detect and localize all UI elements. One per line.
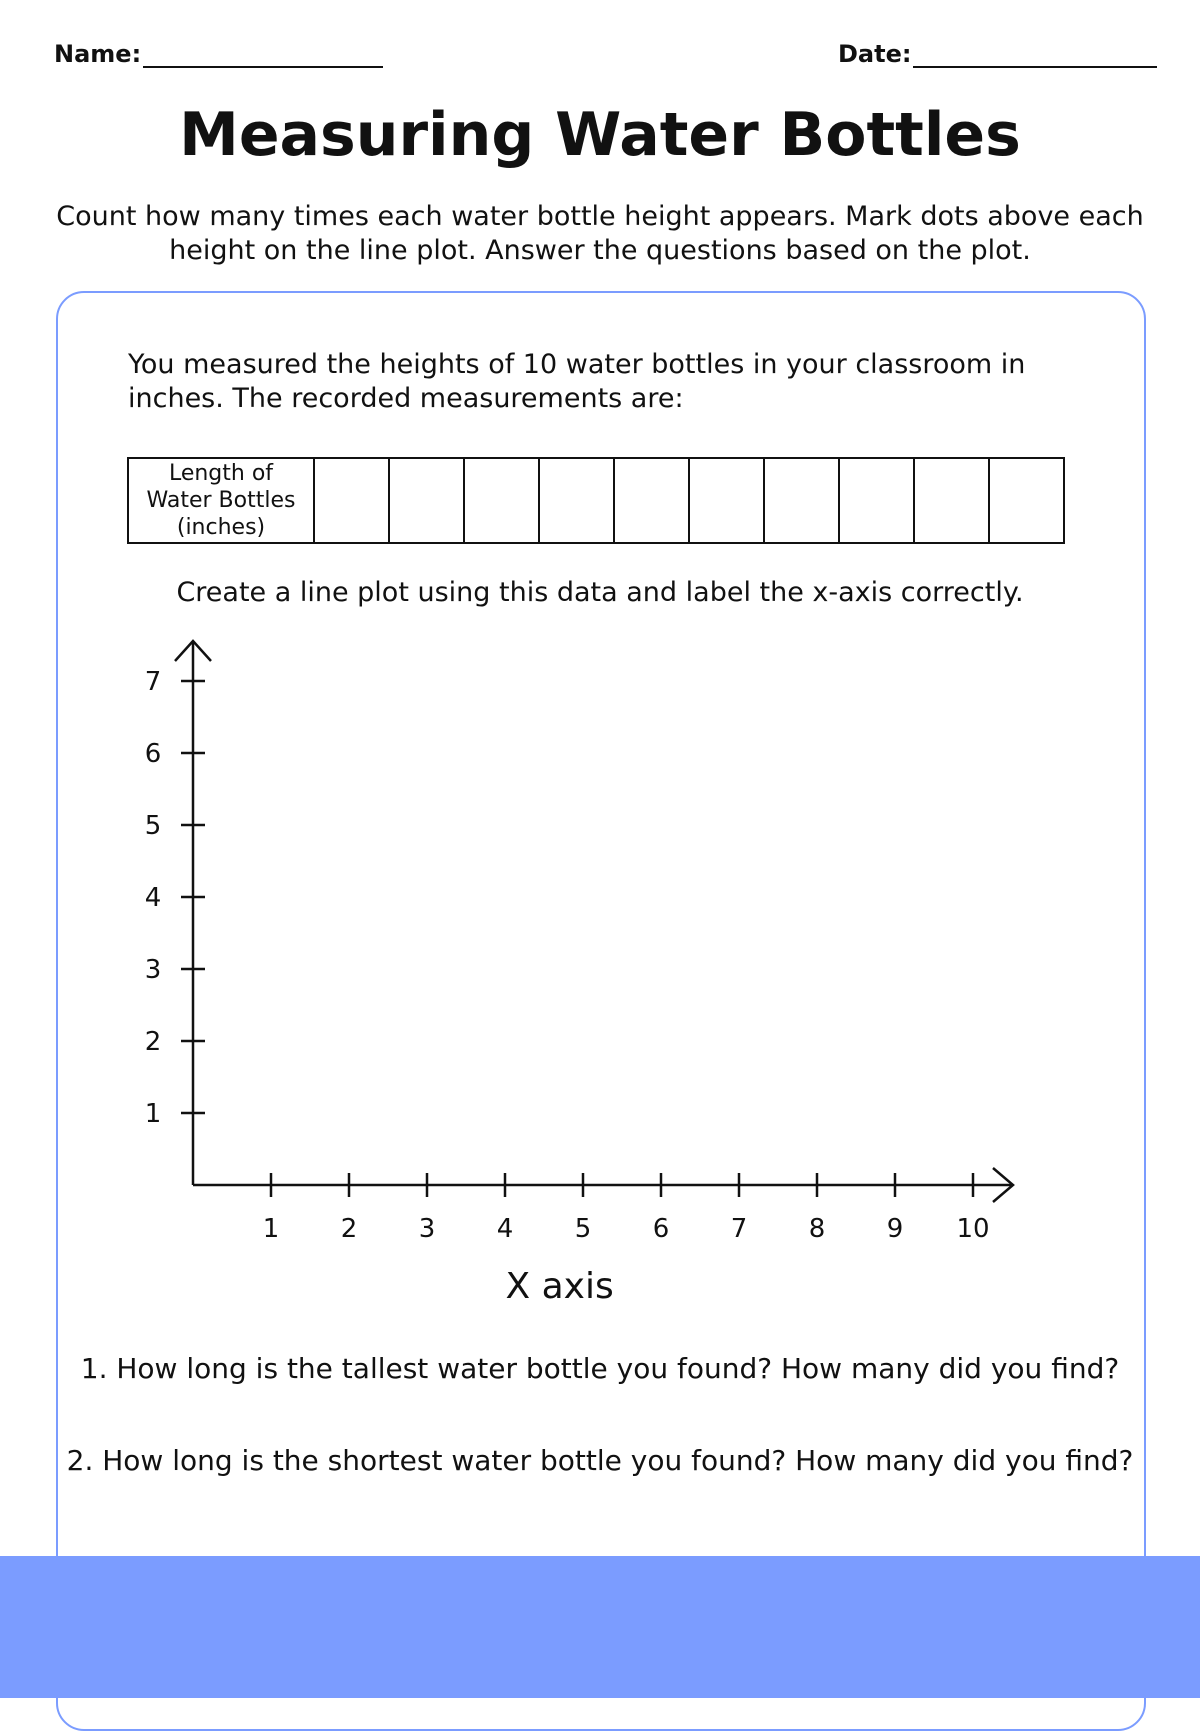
question-2: 2. How long is the shortest water bottle you found? How many did you find? bbox=[66, 1444, 1134, 1477]
x-tick-label: 10 bbox=[956, 1214, 990, 1244]
x-tick-label: 2 bbox=[340, 1214, 358, 1244]
worksheet-instructions: Count how many times each water bottle height appears. Mark dots above each height on the line plot. Answer the questions based on the plot. bbox=[56, 201, 1144, 266]
page-title: Measuring Water Bottles bbox=[179, 100, 1021, 170]
question-1: 1. How long is the tallest water bottle you found? How many did you find? bbox=[80, 1352, 1120, 1385]
table-header-line: (inches) bbox=[176, 515, 266, 540]
table-header-line: Water Bottles bbox=[146, 488, 296, 513]
y-tick-label: 2 bbox=[144, 1027, 162, 1057]
x-tick-label: 7 bbox=[730, 1214, 748, 1244]
x-axis-label: X axis bbox=[505, 1266, 614, 1307]
x-tick-label: 6 bbox=[652, 1214, 670, 1244]
y-tick-label: 1 bbox=[144, 1099, 162, 1129]
x-tick-label: 5 bbox=[574, 1214, 592, 1244]
x-tick-label: 4 bbox=[496, 1214, 514, 1244]
name-label: Name: bbox=[54, 40, 142, 68]
table-header-line: Length of bbox=[168, 461, 274, 486]
y-tick-label: 7 bbox=[144, 667, 162, 697]
x-tick-label: 1 bbox=[262, 1214, 280, 1244]
y-tick-label: 5 bbox=[144, 811, 162, 841]
y-tick-label: 4 bbox=[144, 883, 162, 913]
y-tick-label: 6 bbox=[144, 739, 162, 769]
x-tick-label: 9 bbox=[886, 1214, 904, 1244]
y-tick-label: 3 bbox=[144, 955, 162, 985]
x-tick-label: 3 bbox=[418, 1214, 436, 1244]
date-label: Date: bbox=[838, 40, 912, 68]
x-tick-label: 8 bbox=[808, 1214, 826, 1244]
intro-text: You measured the heights of 10 water bottles in your classroom in inches. The recorded measurements are: bbox=[128, 349, 1026, 414]
tick-layer bbox=[145, 667, 990, 1244]
plot-instruction: Create a line plot using this data and label the x-axis correctly. bbox=[176, 577, 1024, 608]
footer-band bbox=[0, 1556, 1200, 1698]
